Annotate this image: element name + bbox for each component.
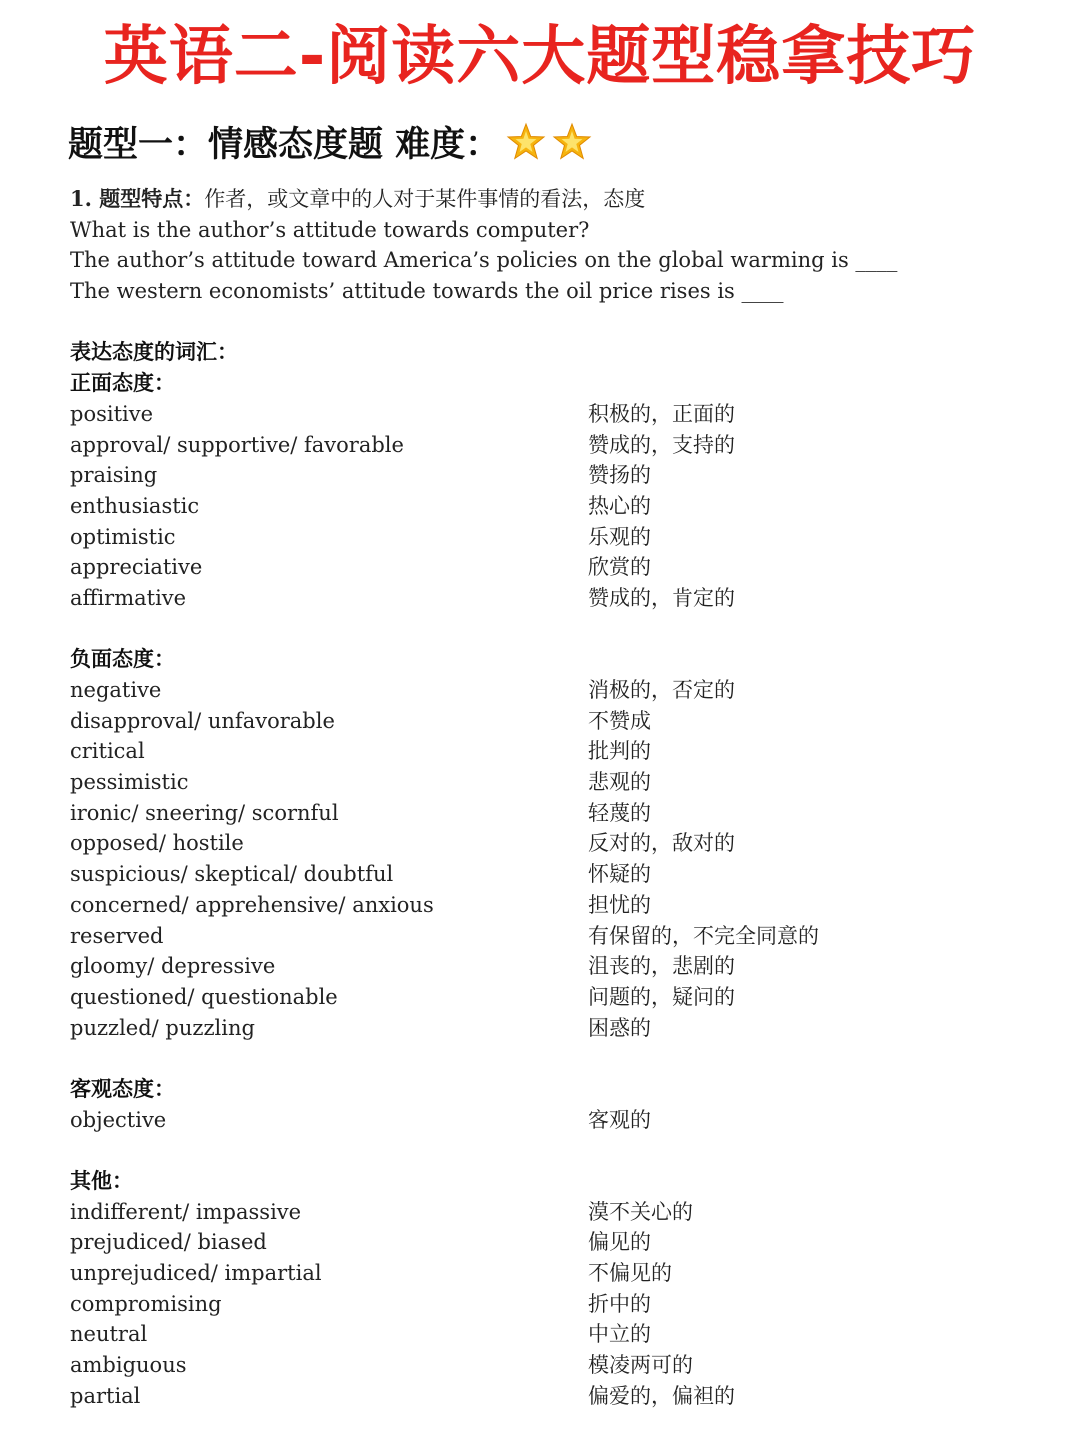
document-body	[70, 184, 1030, 1412]
vocab-row	[70, 828, 1030, 859]
chinese-meaning: 担忧的	[588, 892, 651, 917]
vocab-row	[70, 399, 1030, 430]
chinese-meaning: 偏爱的，偏袒的	[588, 1383, 735, 1408]
chinese-meaning: 赞成的，肯定的	[588, 585, 735, 610]
english-term: unprejudiced/ impartial	[70, 1261, 322, 1286]
group-heading: 负面态度：	[70, 646, 175, 672]
english-term: puzzled/ puzzling	[70, 1015, 255, 1040]
english-term: optimistic	[70, 524, 176, 549]
example-question: The western economists’ attitude towards the oil price rises is ____	[70, 279, 784, 304]
english-term: questioned/ questionable	[70, 984, 338, 1009]
chinese-meaning: 问题的，疑问的	[588, 984, 735, 1009]
english-term: negative	[70, 678, 162, 702]
chinese-meaning: 不偏见的	[588, 1261, 672, 1286]
vocab-row	[70, 1013, 1030, 1044]
english-term: reserved	[70, 923, 164, 948]
vocab-row	[70, 552, 1030, 583]
vocab-row	[70, 798, 1030, 829]
section-heading-text: 题型一：情感态度题 难度：	[68, 124, 501, 165]
english-term: ironic/ sneering/ scornful	[70, 800, 339, 825]
english-term: suspicious/ skeptical/ doubtful	[70, 862, 394, 887]
example-question: What is the author’s attitude towards computer?	[70, 217, 590, 242]
vocab-row	[70, 430, 1030, 461]
vocab-row	[70, 706, 1030, 737]
chinese-meaning: 困惑的	[588, 1015, 651, 1040]
star-icon	[506, 122, 546, 162]
english-term: compromising	[70, 1291, 222, 1316]
vocab-groups	[70, 368, 1030, 1411]
chinese-meaning: 悲观的	[588, 770, 651, 795]
english-term: critical	[70, 739, 145, 764]
english-term: positive	[70, 401, 154, 426]
vocab-row	[70, 1350, 1030, 1381]
chinese-meaning: 漠不关心的	[588, 1199, 693, 1224]
english-term: gloomy/ depressive	[70, 954, 276, 979]
group-heading: 正面态度：	[70, 370, 175, 396]
chinese-meaning: 轻蔑的	[588, 800, 651, 825]
vocab-row	[70, 522, 1030, 553]
english-term: prejudiced/ biased	[70, 1230, 267, 1255]
chinese-meaning: 赞扬的	[588, 463, 651, 488]
chinese-meaning: 怀疑的	[588, 862, 651, 887]
chinese-meaning: 批判的	[588, 739, 651, 764]
chinese-meaning: 积极的，正面的	[588, 401, 735, 426]
vocab-row	[70, 890, 1030, 921]
vocab-row	[70, 921, 1030, 952]
english-term: objective	[70, 1107, 167, 1132]
star-icon	[552, 122, 592, 162]
vocab-heading: 表达态度的词汇：	[70, 339, 238, 365]
page-title: 英语二-阅读六大题型稳拿技巧	[103, 20, 977, 94]
section-heading	[68, 114, 592, 170]
english-term: disapproval/ unfavorable	[70, 708, 335, 733]
vocab-row	[70, 1197, 1030, 1228]
chinese-meaning: 中立的	[588, 1322, 651, 1347]
vocab-row	[70, 859, 1030, 890]
english-term: pessimistic	[70, 770, 189, 795]
english-term: partial	[70, 1383, 141, 1408]
chinese-meaning: 热心的	[588, 493, 651, 518]
english-term: enthusiastic	[70, 493, 200, 518]
vocab-row	[70, 767, 1030, 798]
english-term: appreciative	[70, 555, 203, 580]
vocab-row	[70, 1289, 1030, 1320]
chinese-meaning: 沮丧的，悲剧的	[588, 954, 735, 979]
chinese-meaning: 欣赏的	[588, 555, 651, 580]
example-question: The author’s attitude toward America’s policies on the global warming is ____	[70, 248, 898, 273]
vocab-row	[70, 675, 1030, 706]
chinese-meaning: 乐观的	[588, 524, 651, 549]
english-term: ambiguous	[70, 1353, 187, 1378]
vocab-row	[70, 1258, 1030, 1289]
chinese-meaning: 有保留的，不完全同意的	[588, 923, 819, 948]
vocab-row	[70, 1227, 1030, 1258]
chinese-meaning: 客观的	[588, 1107, 651, 1132]
chinese-meaning: 模凌两可的	[588, 1353, 693, 1378]
chinese-meaning: 反对的，敌对的	[588, 831, 735, 856]
vocab-row	[70, 951, 1030, 982]
vocab-row	[70, 491, 1030, 522]
english-term: opposed/ hostile	[70, 831, 244, 856]
chinese-meaning: 赞成的，支持的	[588, 432, 735, 457]
english-term: approval/ supportive/ favorable	[70, 432, 404, 457]
vocab-row	[70, 1105, 1030, 1136]
english-term: concerned/ apprehensive/ anxious	[70, 892, 434, 917]
vocab-row	[70, 1319, 1030, 1350]
feature-text: 作者，或文章中的人对于某件事情的看法，态度	[204, 187, 646, 211]
english-term: praising	[70, 463, 158, 488]
vocab-row	[70, 982, 1030, 1013]
group-heading: 客观态度：	[70, 1075, 175, 1101]
group-heading: 其他：	[70, 1168, 133, 1193]
vocab-row	[70, 736, 1030, 767]
feature-label: 1. 题型特点：	[70, 186, 205, 211]
chinese-meaning: 偏见的	[588, 1230, 651, 1255]
english-term: affirmative	[70, 585, 187, 610]
vocab-row	[70, 1381, 1030, 1412]
chinese-meaning: 不赞成	[588, 708, 651, 733]
vocab-row	[70, 583, 1030, 614]
chinese-meaning: 消极的，否定的	[588, 678, 735, 702]
vocab-row	[70, 460, 1030, 491]
english-term: indifferent/ impassive	[70, 1199, 302, 1224]
question-type-feature	[70, 184, 1030, 215]
chinese-meaning: 折中的	[588, 1291, 651, 1316]
english-term: neutral	[70, 1322, 148, 1347]
